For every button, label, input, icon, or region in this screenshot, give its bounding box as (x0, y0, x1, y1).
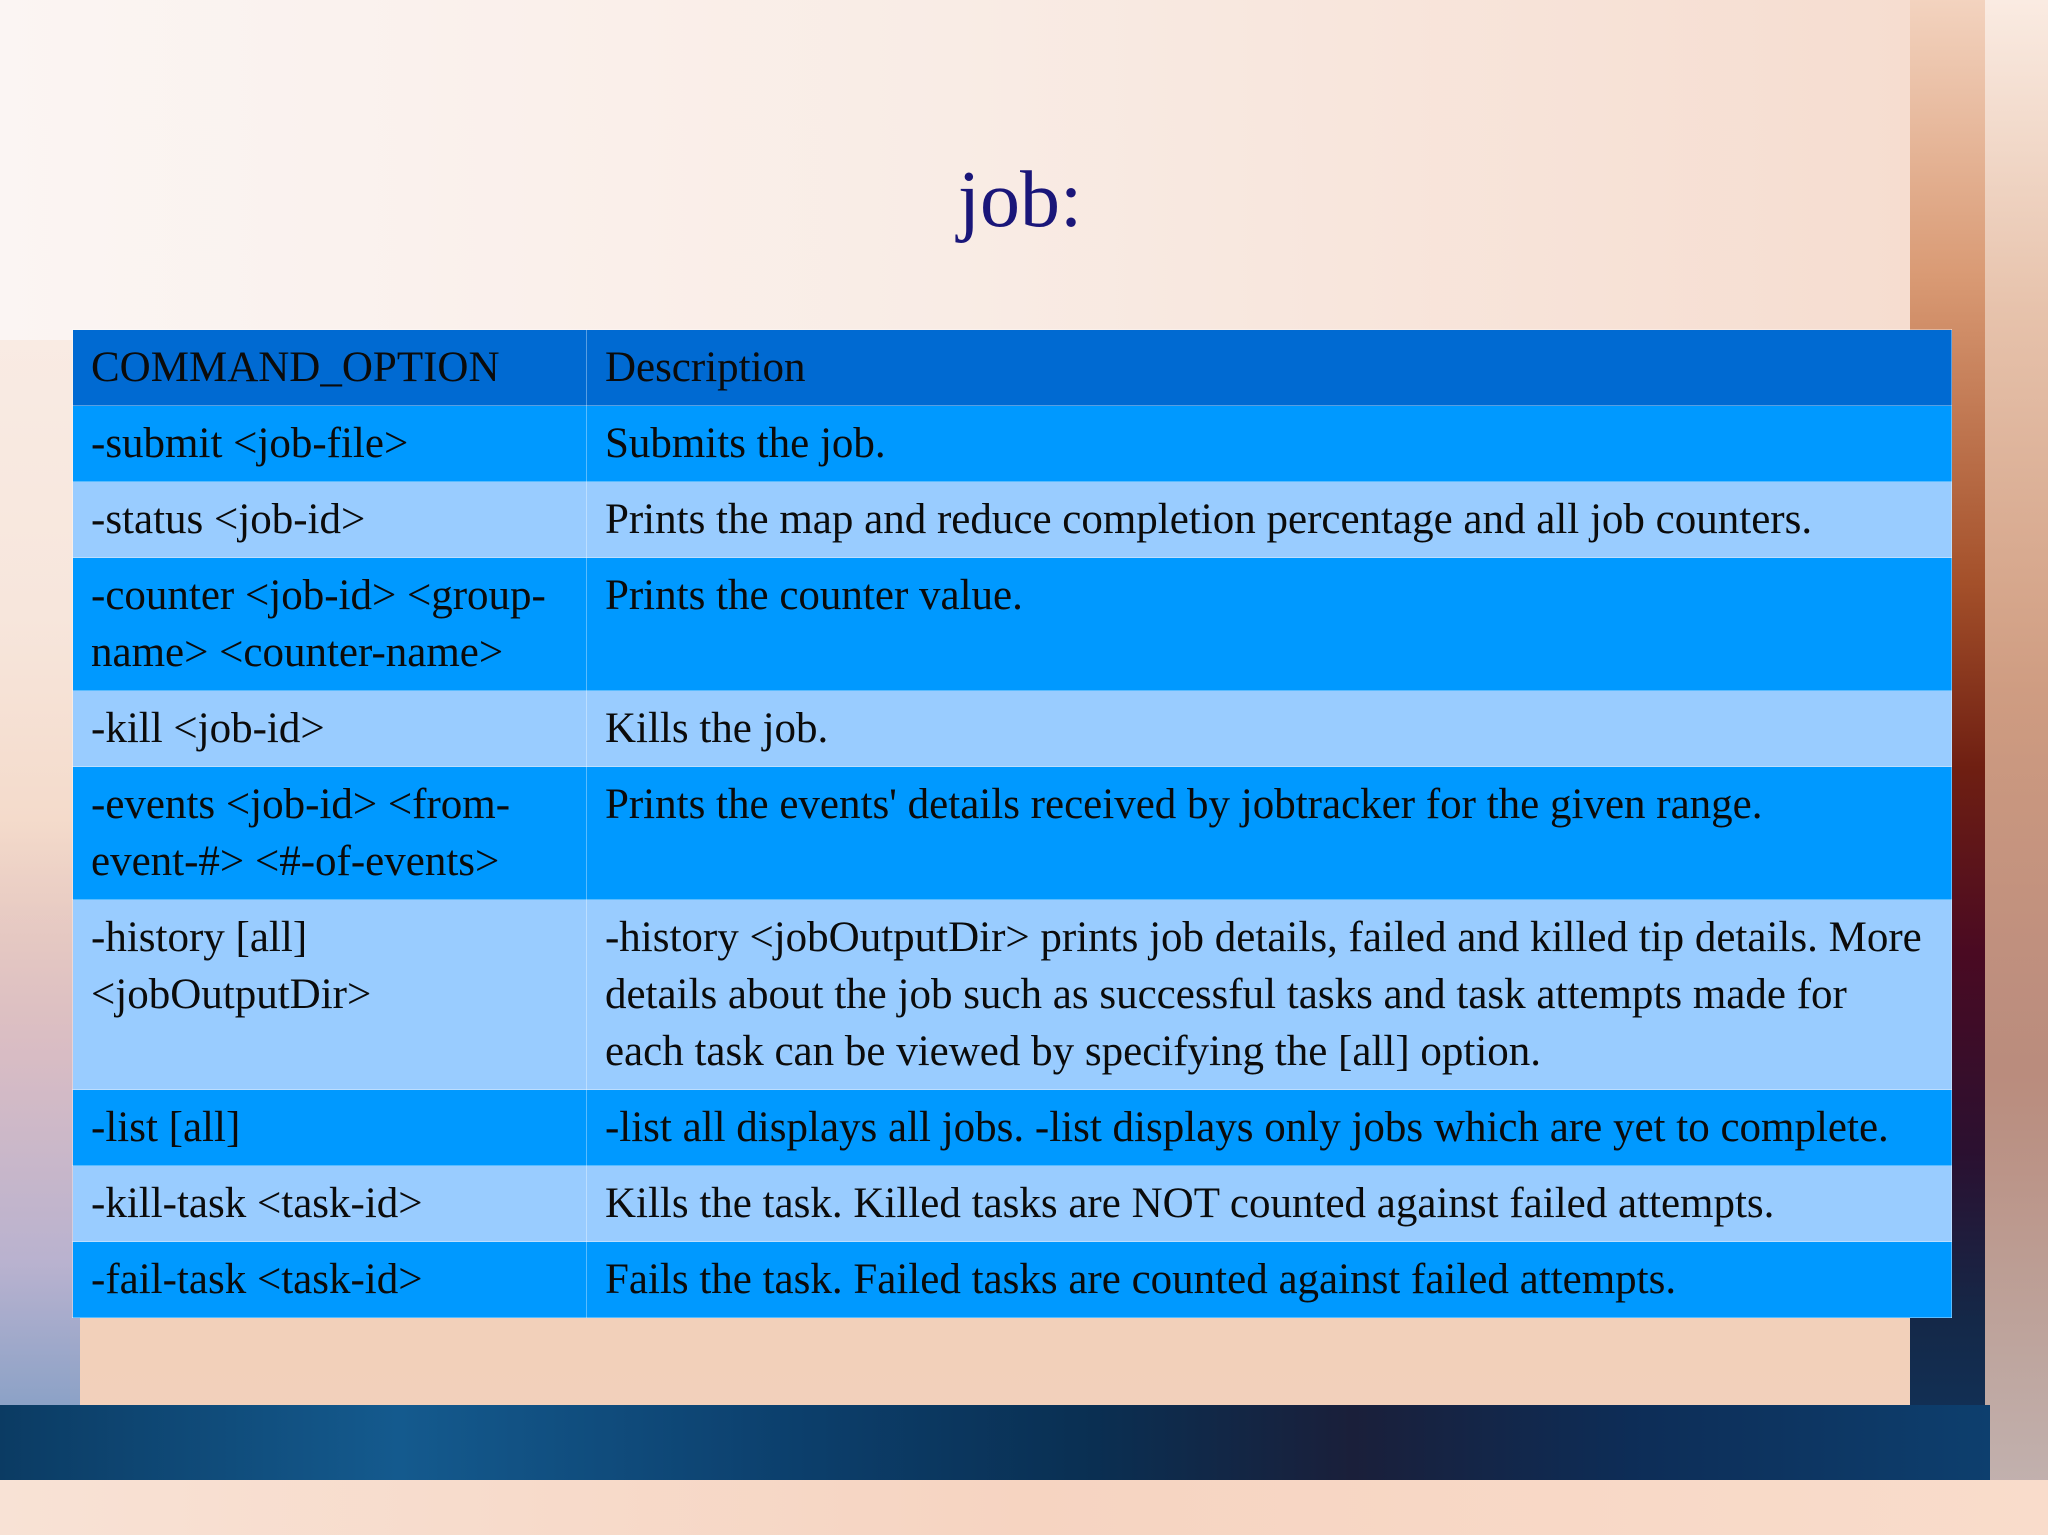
slide-title: job: (957, 156, 1083, 244)
table-row (73, 1166, 1952, 1242)
option-cell: -kill <job-id> (73, 691, 587, 767)
header-command-option: COMMAND_OPTION (73, 330, 587, 406)
description-cell: -history <jobOutputDir> prints job details, failed and killed tip details. More details about the job such as successful tasks and task attempts made for each task can be viewed by specifying the [all] option. (586, 900, 1951, 1090)
option-cell: -kill-task <task-id> (73, 1166, 587, 1242)
description-cell: Prints the counter value. (586, 558, 1951, 691)
table-header-row (73, 330, 1952, 406)
table-row (73, 482, 1952, 558)
option-cell: -fail-task <task-id> (73, 1242, 587, 1318)
header-description: Description (586, 330, 1951, 406)
option-cell: -history [all] <jobOutputDir> (73, 900, 587, 1090)
option-cell: -counter <job-id> <group-name> <counter-name> (73, 558, 587, 691)
slide-background-left-fade (0, 820, 80, 1410)
description-cell: Kills the task. Killed tasks are NOT counted against failed attempts. (586, 1166, 1951, 1242)
option-cell: -list [all] (73, 1090, 587, 1166)
option-cell: -submit <job-file> (73, 406, 587, 482)
table-row (73, 1090, 1952, 1166)
table-row (73, 767, 1952, 900)
description-cell: Submits the job. (586, 406, 1951, 482)
slide-background-bottom-band (0, 1405, 1990, 1480)
option-cell: -status <job-id> (73, 482, 587, 558)
command-options-table (72, 329, 1952, 1318)
table-row (73, 558, 1952, 691)
slide-background-bottom-light (0, 1480, 2048, 1535)
option-cell: -events <job-id> <from-event-#> <#-of-events> (73, 767, 587, 900)
description-cell: Kills the job. (586, 691, 1951, 767)
description-cell: Prints the events' details received by jobtracker for the given range. (586, 767, 1951, 900)
table-row (73, 406, 1952, 482)
description-cell: -list all displays all jobs. -list displays only jobs which are yet to complete. (586, 1090, 1951, 1166)
description-cell: Prints the map and reduce completion percentage and all job counters. (586, 482, 1951, 558)
table-row (73, 691, 1952, 767)
description-cell: Fails the task. Failed tasks are counted against failed attempts. (586, 1242, 1951, 1318)
table-row (73, 900, 1952, 1090)
table-row (73, 1242, 1952, 1318)
